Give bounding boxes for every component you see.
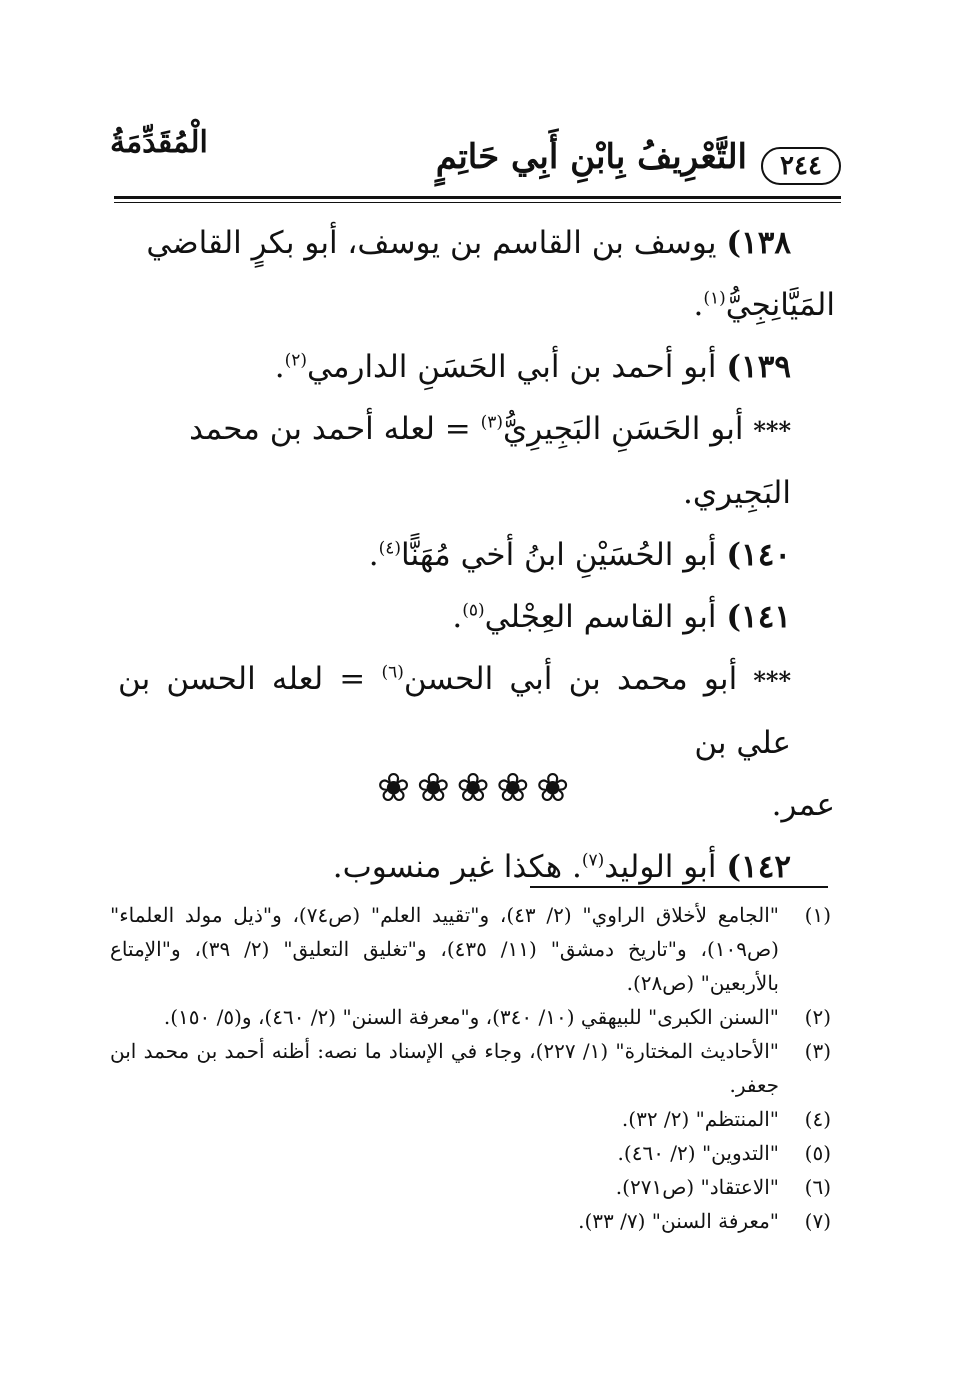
asterisk-marker: *** — [753, 666, 791, 695]
footnote-number: (٧) — [804, 1209, 831, 1233]
footnote-text: "التدوين" (٢/ ٤٦٠). — [617, 1141, 779, 1165]
footnote-ref: (٤) — [378, 538, 402, 559]
footnotes-list — [110, 898, 831, 1238]
entry-number: ١٤٠) — [726, 537, 791, 573]
entry-unnumbered-1 — [118, 398, 835, 524]
footnote-text: "معرفة السنن" (٧/ ٣٣). — [578, 1209, 779, 1233]
entry-unnumbered-2 — [118, 648, 835, 774]
entry-comment: = لعله الحسن بن علي بن — [118, 661, 791, 761]
entry-139 — [118, 336, 835, 398]
entry-punct: . — [274, 349, 285, 385]
footnote-number: (٥) — [804, 1141, 831, 1165]
footnote-ref: (١) — [703, 288, 726, 309]
entry-punct: . — [452, 599, 463, 635]
entry-text: أبو أحمد بن أبي الحَسَنِ الدارمي — [307, 349, 717, 385]
footnote-ref: (٦) — [381, 662, 404, 683]
entry-number: ١٤٢) — [726, 849, 791, 885]
footnote-ref: (٢) — [284, 350, 308, 371]
asterisk-marker: *** — [753, 416, 791, 445]
entry-141 — [118, 586, 835, 648]
footnote-text: "المنتظم" (٢/ ٣٢). — [621, 1107, 779, 1131]
footnote-5 — [110, 1136, 831, 1170]
entry-text: أبو الحُسَيْنِ ابنُ أخي مُهَنًّا — [401, 537, 717, 573]
entry-142 — [118, 836, 835, 898]
entry-text: أبو الحَسَنِ البَجِيرِيُّ — [503, 411, 744, 447]
section-end-ornaments — [0, 765, 953, 812]
entry-text-continued: عمر. — [771, 787, 835, 823]
footnote-number: (٢) — [804, 1005, 831, 1029]
footnote-ref: (٣) — [480, 412, 504, 433]
footnote-ref: (٥) — [462, 600, 485, 621]
footnote-text: "الأحاديث المختارة" (١/ ٢٢٧)، وجاء في الإسناد ما نصه: أظنه أحمد بن محمد ابن جعفر. — [110, 1039, 779, 1097]
section-title: الْمُقَدِّمَةُ — [110, 125, 208, 160]
footnote-text: "الاعتقاد" (ص٢٧١). — [615, 1175, 779, 1199]
footnote-2 — [110, 1000, 831, 1034]
page-number: ٢٤٤ — [780, 151, 822, 181]
page-header — [110, 125, 841, 187]
entry-text: أبو القاسم العِجْلي — [484, 599, 717, 635]
entry-comment: = لعله أحمد بن محمد البَجِيري. — [189, 411, 791, 511]
header-rule-thin — [114, 202, 841, 203]
entry-number: ١٤١) — [726, 599, 791, 635]
footnote-7 — [110, 1204, 831, 1238]
footnote-ref: (٧) — [581, 850, 605, 871]
footnote-number: (٦) — [804, 1175, 831, 1199]
book-title: التَّعْرِيفُ بِابْنِ أَبِي حَاتِمٍ — [435, 137, 747, 177]
page-number-badge — [761, 147, 841, 185]
entry-138-continued — [118, 274, 835, 336]
entry-punct: . — [693, 287, 704, 323]
header-rule-thick — [114, 196, 841, 199]
footnote-number: (٤) — [804, 1107, 831, 1131]
footnote-3 — [110, 1034, 831, 1102]
entry-138 — [118, 212, 835, 274]
footnote-4 — [110, 1102, 831, 1136]
entry-text: يوسف بن القاسم بن يوسف، أبو بكرٍ القاضي — [146, 225, 717, 261]
footnote-number: (٣) — [804, 1039, 831, 1063]
entry-text: أبو الوليد — [604, 849, 717, 885]
footnote-number: (١) — [804, 903, 831, 927]
entry-comment: . هكذا غير منسوب. — [332, 849, 582, 885]
flower-ornament-icon: ❀❀❀❀❀ — [377, 765, 576, 812]
entry-number: ١٣٩) — [726, 349, 791, 385]
footnote-text: "السنن الكبرى" للبيهقي (١٠/ ٣٤٠)، و"معرفة السنن" (٢/ ٤٦٠)، و(٥/ ١٥٠). — [163, 1005, 779, 1029]
entry-number: ١٣٨) — [726, 225, 791, 261]
footnote-1 — [110, 898, 831, 1000]
entry-punct: . — [368, 537, 379, 573]
entry-text: أبو محمد بن أبي الحسن — [403, 661, 738, 697]
entry-140 — [118, 524, 835, 586]
footnote-separator — [530, 886, 828, 888]
footnote-text: "الجامع لأخلاق الراوي" (٢/ ٤٣)، و"تقييد العلم" (ص٧٤)، و"ذيل مولد العلماء" (ص١٠٩)، و"تاريخ دمشق" (١١/ ٤٣٥)، و"تغليق التعليق" (٢/ ٣٩)، و"الإمتاع بالأربعين" (ص٢٨). — [110, 903, 780, 995]
entry-text-continued: المَيَّانِجِيُّ — [725, 287, 835, 323]
footnote-6 — [110, 1170, 831, 1204]
